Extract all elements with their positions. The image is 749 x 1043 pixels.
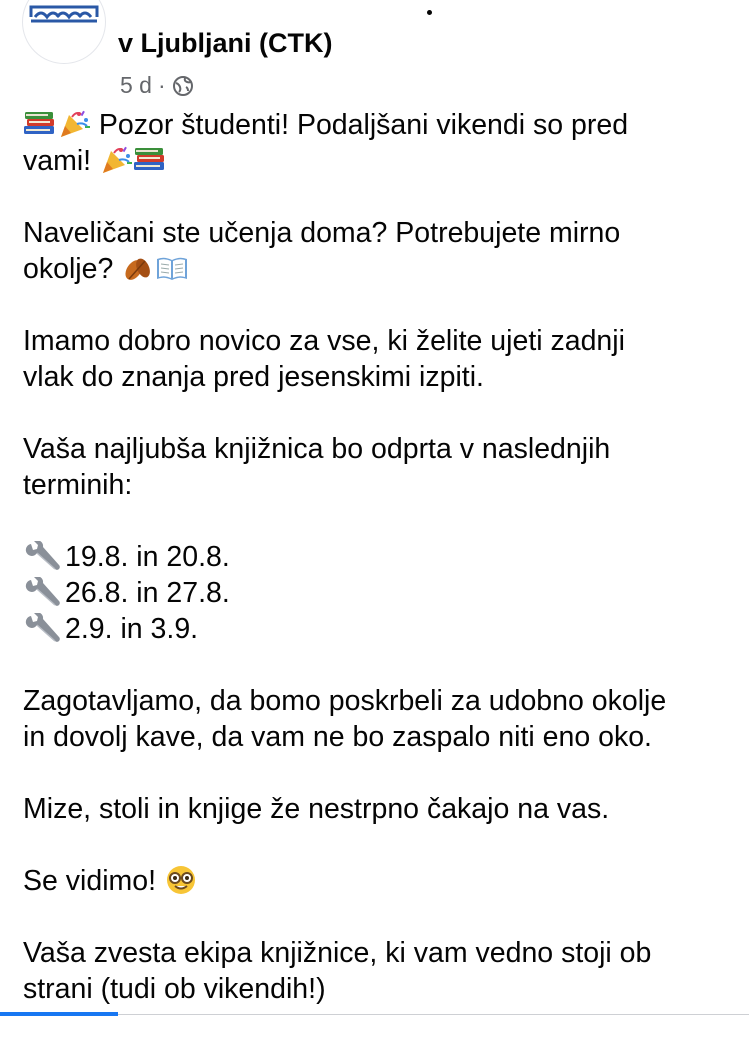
tables-line: Mize, stoli in knjige že nestrpno čakajo na vas. [23, 793, 610, 825]
signature-line-2: strani (tudi ob vikendih!) [23, 973, 326, 1005]
wrench-emoji [23, 577, 65, 607]
question-line-2: okolje? [23, 253, 114, 285]
date-list [23, 539, 733, 647]
date-item [23, 611, 733, 647]
see-you-text: Se vidimo! [23, 865, 157, 897]
date-text: 26.8. in 27.8. [65, 577, 230, 609]
wrench-emoji [23, 613, 65, 643]
text-line [23, 107, 733, 143]
promise-line-1: Zagotavljamo, da bomo poskrbeli za udobno okolje [23, 685, 667, 717]
paragraph-question [23, 215, 733, 287]
fallen-leaf-emoji [121, 253, 155, 283]
intro-line-1: Pozor študenti! Podaljšani vikendi so pred [98, 109, 629, 141]
paragraph-schedule-intro [23, 431, 733, 503]
decorative-dot [427, 10, 432, 15]
date-text: 2.9. in 3.9. [65, 613, 199, 645]
party-popper-emoji [99, 145, 133, 175]
page-name-link[interactable]: v Ljubljani (CTK) [118, 28, 333, 58]
date-item [23, 539, 733, 575]
signature-line-1: Vaša zvesta ekipa knjižnice, ki vam vedno stoji ob [23, 937, 652, 969]
wrench-emoji [23, 541, 65, 571]
paragraph-tables [23, 791, 733, 827]
library-logo-icon [23, 0, 105, 63]
news-line-2: vlak do znanja pred jesenskimi izpiti. [23, 361, 484, 393]
schedule-line-2: terminih: [23, 469, 133, 501]
party-popper-emoji [57, 109, 91, 139]
nerd-face-emoji [164, 865, 198, 895]
open-book-emoji [155, 253, 189, 283]
date-text: 19.8. in 20.8. [65, 541, 230, 573]
text-line [23, 251, 733, 287]
paragraph-see-you [23, 863, 733, 899]
text-line [23, 863, 733, 899]
intro-line-2: vami! [23, 145, 92, 177]
schedule-line-1: Vaša najljubša knjižnica bo odprta v naslednjih [23, 433, 611, 465]
page-avatar[interactable] [22, 0, 106, 64]
post-header [0, 0, 749, 100]
date-item [23, 575, 733, 611]
paragraph-news [23, 323, 733, 395]
progress-indicator [0, 1012, 118, 1016]
promise-line-2: in dovolj kave, da vam ne bo zaspalo niti eno oko. [23, 721, 652, 753]
paragraph-promise [23, 683, 733, 755]
paragraph-signature [23, 935, 733, 1007]
globe-icon[interactable] [172, 75, 194, 97]
post-meta [120, 72, 194, 99]
text-line [23, 143, 733, 179]
books-emoji [23, 109, 57, 139]
meta-separator: · [157, 72, 166, 98]
news-line-1: Imamo dobro novico za vse, ki želite ujeti zadnji [23, 325, 625, 357]
paragraph-intro [23, 107, 733, 179]
post-message [23, 107, 733, 1043]
question-line-1: Naveličani ste učenja doma? Potrebujete mirno [23, 217, 621, 249]
post-time[interactable]: 5 d [120, 72, 152, 98]
books-emoji [133, 145, 167, 175]
